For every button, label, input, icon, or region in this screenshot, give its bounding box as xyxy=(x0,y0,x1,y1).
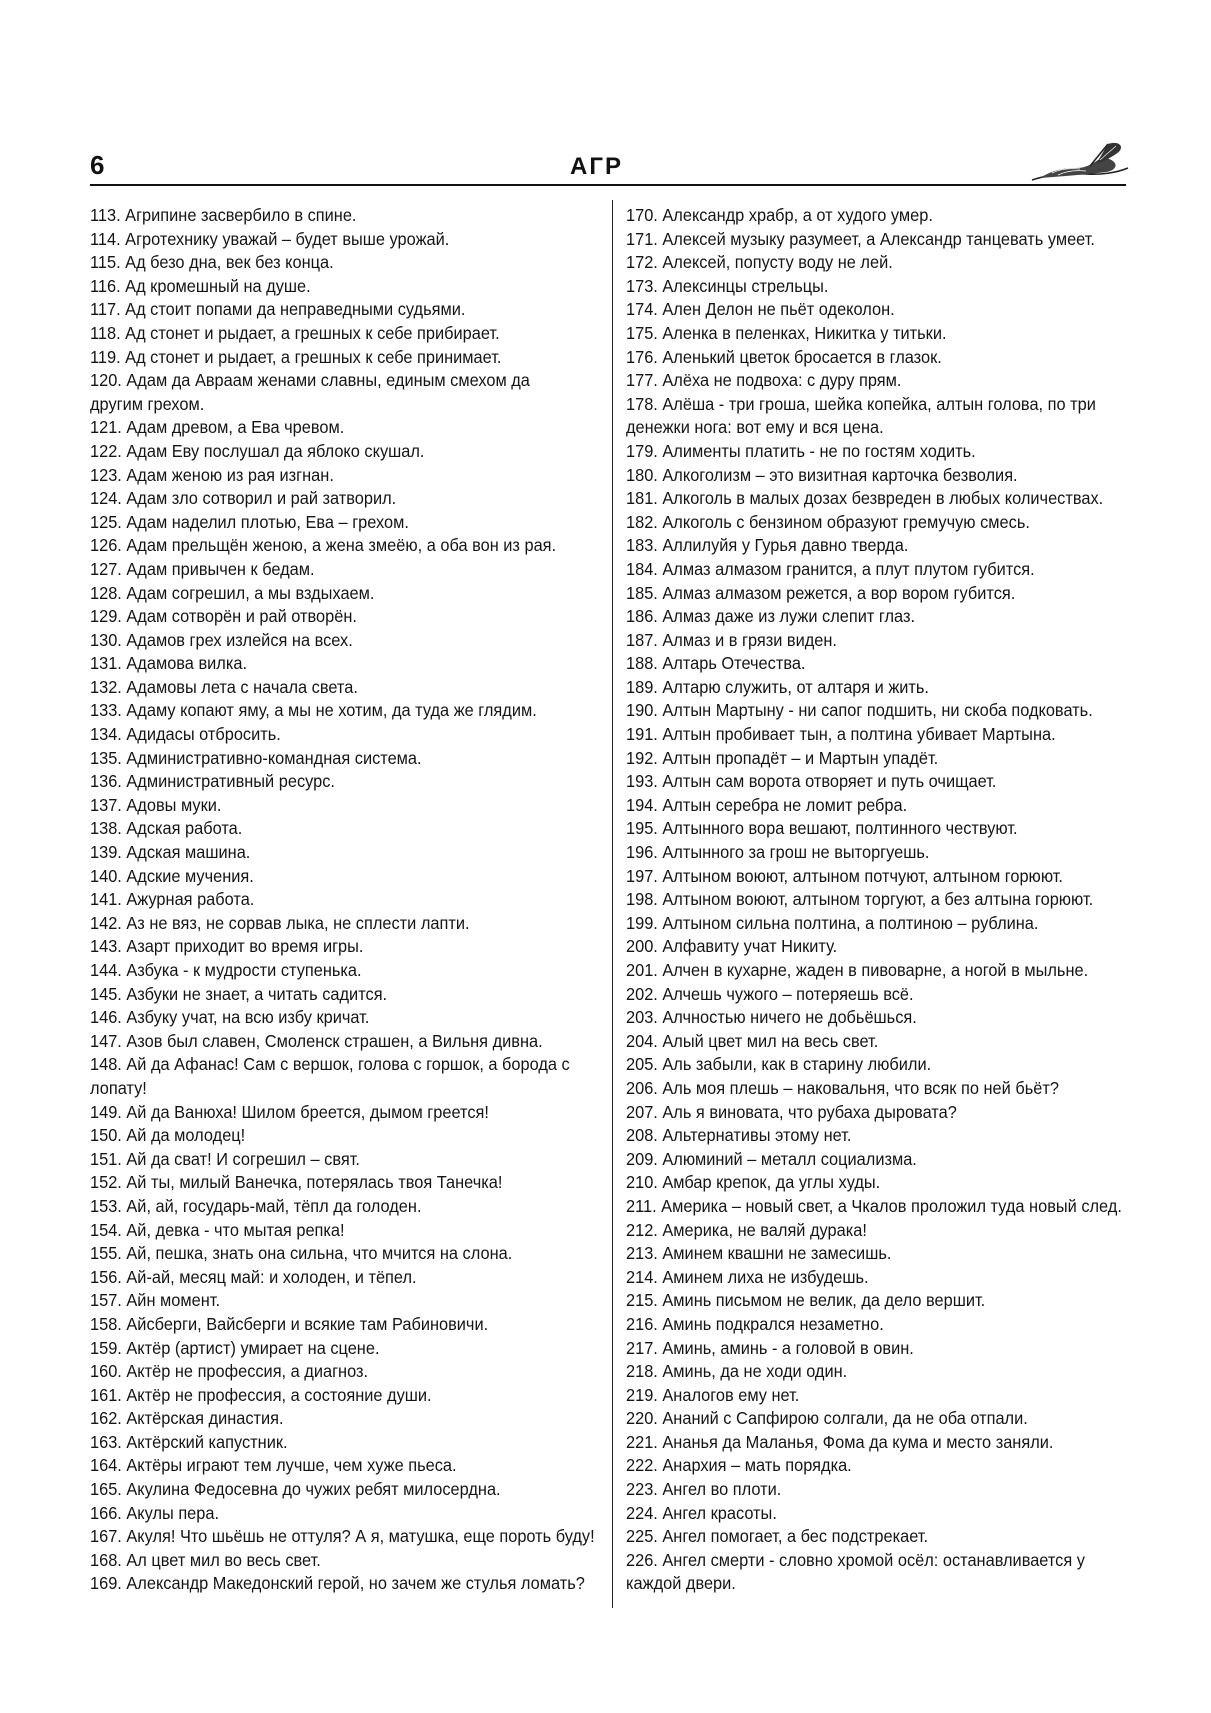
hand-quill-icon xyxy=(1030,140,1130,184)
entry-115: 115. Ад безо дна, век без конца. xyxy=(90,252,334,273)
entry-133: 133. Адаму копают яму, а мы не хотим, да туда же глядим. xyxy=(90,700,537,721)
entry-201: 201. Алчен в кухарне, жаден в пивоварне, а ногой в мыльне. xyxy=(626,960,1089,980)
entry-113: 113. Агрипине засвербило в спине. xyxy=(90,205,357,225)
entry-191: 191. Алтын пробивает тын, а полтина убивает Мартына. xyxy=(626,724,1056,745)
entry-148: 148. Ай да Афанас! Сам с вершок, голова с горшок, а борода с лопату! xyxy=(90,1054,570,1098)
entry-120: 120. Адам да Авраам женами славны, единым смехом да другим грехом. xyxy=(90,370,530,414)
entry-116: 116. Ад кромешный на душе. xyxy=(90,275,311,296)
entry-147: 147. Азов был славен, Смоленск страшен, а Вильня дивна. xyxy=(90,1030,543,1051)
entry-134: 134. Адидасы отбросить. xyxy=(90,724,281,745)
entry-181: 181. Алкоголь в малых дозах безвреден в любых количествах. xyxy=(626,488,1104,509)
entry-199: 199. Алтыном сильна полтина, а полтиною – рублина. xyxy=(626,912,1039,933)
entry-150: 150. Ай да молодец! xyxy=(90,1125,246,1146)
entry-189: 189. Алтарю служить, от алтаря и жить. xyxy=(626,676,929,697)
entry-194: 194. Алтын серебра не ломит ребра. xyxy=(626,794,908,815)
entry-184: 184. Алмаз алмазом гранится, а плут плутом губится. xyxy=(626,558,1035,579)
entry-218: 218. Аминь, да не ходи один. xyxy=(626,1361,848,1382)
entry-124: 124. Адам зло сотворил и рай затворил. xyxy=(90,488,397,509)
entry-219: 219. Аналогов ему нет. xyxy=(626,1384,800,1405)
entry-122: 122. Адам Еву послушал да яблоко скушал. xyxy=(90,440,425,461)
entry-125: 125. Адам наделил плотью, Ева – грехом. xyxy=(90,511,409,532)
entry-169: 169. Александр Македонский герой, но зачем же стулья ломать? xyxy=(90,1573,585,1594)
running-head-title: АГР xyxy=(570,153,623,180)
entry-118: 118. Ад стонет и рыдает, а грешных к себе прибирает. xyxy=(90,322,500,343)
entry-182: 182. Алкоголь с бензином образуют гремучую смесь. xyxy=(626,511,1030,532)
entry-220: 220. Ананий с Сапфирою солгали, да не оба отпали. xyxy=(626,1408,1028,1429)
entry-185: 185. Алмаз алмазом режется, а вор вором губится. xyxy=(626,582,1016,603)
entry-156: 156. Ай-ай, месяц май: и холоден, и тёпел. xyxy=(90,1266,417,1287)
entry-158: 158. Айсберги, Вайсберги и всякие там Рабиновичи. xyxy=(90,1313,489,1334)
entry-172: 172. Алексей, попусту воду не лей. xyxy=(626,252,893,273)
entry-126: 126. Адам прельщён женою, а жена змеёю, а оба вон из рая. xyxy=(90,535,557,556)
entry-136: 136. Административный ресурс. xyxy=(90,771,335,792)
entry-138: 138. Адская работа. xyxy=(90,818,243,839)
entry-152: 152. Ай ты, милый Ванечка, потерялась твоя Танечка! xyxy=(90,1172,503,1193)
entry-226: 226. Ангел смерти - словно хромой осёл: останавливается у каждой двери. xyxy=(626,1549,1085,1594)
entry-216: 216. Аминь подкрался незаметно. xyxy=(626,1313,884,1334)
entry-193: 193. Алтын сам ворота отворяет и путь очищает. xyxy=(626,771,997,792)
entry-176: 176. Аленький цветок бросается в глазок. xyxy=(626,346,942,367)
entry-163: 163. Актёрский капустник. xyxy=(90,1431,288,1452)
entry-166: 166. Акулы пера. xyxy=(90,1502,220,1523)
entry-204: 204. Алый цвет мил на весь свет. xyxy=(626,1030,879,1051)
entry-131: 131. Адамова вилка. xyxy=(90,653,248,674)
entry-149: 149. Ай да Ванюха! Шилом бреется, дымом греется! xyxy=(90,1101,489,1122)
entry-167: 167. Акуля! Что шьёшь не оттуля? А я, матушка, еще пороть буду! xyxy=(90,1526,595,1547)
entry-208: 208. Альтернативы этому нет. xyxy=(626,1125,852,1146)
entry-153: 153. Ай, ай, государь-май, тёпл да голоден. xyxy=(90,1195,422,1216)
entry-221: 221. Ананья да Маланья, Фома да кума и место заняли. xyxy=(626,1431,1054,1452)
entry-142: 142. Аз не вяз, не сорвав лыка, не сплести лапти. xyxy=(90,912,470,933)
entry-212: 212. Америка, не валяй дурака! xyxy=(626,1219,867,1240)
entry-141: 141. Ажурная работа. xyxy=(90,889,255,910)
entry-130: 130. Адамов грех излейся на всех. xyxy=(90,629,353,650)
entry-195: 195. Алтынного вора вешают, полтинного чествуют. xyxy=(626,818,1018,839)
left-column xyxy=(90,204,595,1596)
entry-190: 190. Алтын Мартыну - ни сапог подшить, ни скоба подковать. xyxy=(626,700,1093,721)
entry-171: 171. Алексей музыку разумеет, а Александр танцевать умеет. xyxy=(626,228,1095,249)
entry-114: 114. Агротехнику уважай – будет выше урожай. xyxy=(90,228,450,249)
entry-164: 164. Актёры играют тем лучше, чем хуже пьеса. xyxy=(90,1455,457,1476)
entry-211: 211. Америка – новый свет, а Чкалов проложил туда новый след. xyxy=(626,1195,1122,1216)
entry-206: 206. Аль моя плешь – наковальня, что всяк по ней бьёт? xyxy=(626,1077,1059,1098)
entry-180: 180. Алкоголизм – это визитная карточка безволия. xyxy=(626,464,1018,485)
entry-143: 143. Азарт приходит во время игры. xyxy=(90,936,364,957)
entry-223: 223. Ангел во плоти. xyxy=(626,1479,782,1500)
entry-202: 202. Алчешь чужого – потеряешь всё. xyxy=(626,983,914,1004)
entry-198: 198. Алтыном воюют, алтыном торгуют, а без алтына горюют. xyxy=(626,889,1094,910)
entry-192: 192. Алтын пропадёт – и Мартын упадёт. xyxy=(626,747,939,768)
entry-188: 188. Алтарь Отечества. xyxy=(626,653,806,674)
entry-217: 217. Аминь, аминь - а головой в овин. xyxy=(626,1337,914,1358)
entry-135: 135. Административно-командная система. xyxy=(90,747,422,768)
entry-121: 121. Адам древом, а Ева чревом. xyxy=(90,417,345,438)
entry-196: 196. Алтынного за грош не выторгуешь. xyxy=(626,842,930,863)
entry-197: 197. Алтыном воюют, алтыном потчуют, алтыном горюют. xyxy=(626,865,1063,886)
entry-183: 183. Аллилуйя у Гурья давно тверда. xyxy=(626,535,909,556)
entry-139: 139. Адская машина. xyxy=(90,842,251,863)
entry-160: 160. Актёр не профессия, а диагноз. xyxy=(90,1361,369,1382)
entry-140: 140. Адские мучения. xyxy=(90,865,254,886)
entry-174: 174. Ален Делон не пьёт одеколон. xyxy=(626,299,895,320)
entry-157: 157. Айн момент. xyxy=(90,1290,220,1311)
entry-165: 165. Акулина Федосевна до чужих ребят милосердна. xyxy=(90,1479,501,1500)
entry-213: 213. Аминем квашни не замесишь. xyxy=(626,1243,892,1264)
entry-128: 128. Адам согрешил, а мы вздыхаем. xyxy=(90,582,375,603)
entry-225: 225. Ангел помогает, а бес подстрекает. xyxy=(626,1526,929,1547)
entry-154: 154. Ай, девка - что мытая репка! xyxy=(90,1219,345,1240)
entry-129: 129. Адам сотворён и рай отворён. xyxy=(90,606,357,627)
entry-214: 214. Аминем лиха не избудешь. xyxy=(626,1266,869,1287)
entry-210: 210. Амбар крепок, да углы худы. xyxy=(626,1172,881,1193)
entry-127: 127. Адам привычен к бедам. xyxy=(90,558,315,579)
entry-205: 205. Аль забыли, как в старину любили. xyxy=(626,1054,932,1075)
entry-161: 161. Актёр не профессия, а состояние души. xyxy=(90,1384,432,1405)
entry-146: 146. Азбуку учат, на всю избу кричат. xyxy=(90,1007,370,1028)
entry-186: 186. Алмаз даже из лужи слепит глаз. xyxy=(626,606,916,627)
entry-145: 145. Азбуки не знает, а читать садится. xyxy=(90,983,388,1004)
entry-178: 178. Алёша - три гроша, шейка копейка, алтын голова, по три денежки нога: вот ему и вся цена. xyxy=(626,393,1096,438)
entry-119: 119. Ад стонет и рыдает, а грешных к себе принимает. xyxy=(90,346,502,367)
entry-177: 177. Алёха не подвоха: с дуру прям. xyxy=(626,370,902,391)
right-column xyxy=(626,204,1122,1596)
entry-155: 155. Ай, пешка, знать она сильна, что мчится на слона. xyxy=(90,1243,513,1264)
entry-203: 203. Алчностью ничего не добьёшься. xyxy=(626,1007,917,1028)
entry-168: 168. Ал цвет мил во весь свет. xyxy=(90,1549,321,1570)
entry-123: 123. Адам женою из рая изгнан. xyxy=(90,464,334,485)
entry-151: 151. Ай да сват! И согрешил – свят. xyxy=(90,1148,360,1169)
header-rule xyxy=(90,184,1126,186)
entry-187: 187. Алмаз и в грязи виден. xyxy=(626,629,837,650)
entry-173: 173. Алексинцы стрельцы. xyxy=(626,275,829,296)
entry-179: 179. Алименты платить - не по гостям ходить. xyxy=(626,440,976,461)
entry-209: 209. Алюминий – металл социализма. xyxy=(626,1148,917,1169)
entry-162: 162. Актёрская династия. xyxy=(90,1408,284,1429)
entry-224: 224. Ангел красоты. xyxy=(626,1502,777,1523)
entry-200: 200. Алфавиту учат Никиту. xyxy=(626,936,838,957)
entry-222: 222. Анархия – мать порядка. xyxy=(626,1455,852,1476)
entry-175: 175. Аленка в пеленках, Никитка у титьки. xyxy=(626,322,947,343)
entry-144: 144. Азбука - к мудрости ступенька. xyxy=(90,960,362,980)
entry-137: 137. Адовы муки. xyxy=(90,794,222,815)
entry-170: 170. Александр храбр, а от худого умер. xyxy=(626,205,933,225)
entry-159: 159. Актёр (артист) умирает на сцене. xyxy=(90,1337,380,1358)
entry-132: 132. Адамовы лета с начала света. xyxy=(90,676,358,697)
entry-207: 207. Аль я виновата, что рубаха дыровата? xyxy=(626,1101,957,1122)
entry-117: 117. Ад стоит попами да неправедными судьями. xyxy=(90,299,466,320)
column-divider xyxy=(612,200,613,1608)
entry-215: 215. Аминь письмом не велик, да дело вершит. xyxy=(626,1290,986,1311)
page-number: 6 xyxy=(90,150,105,180)
